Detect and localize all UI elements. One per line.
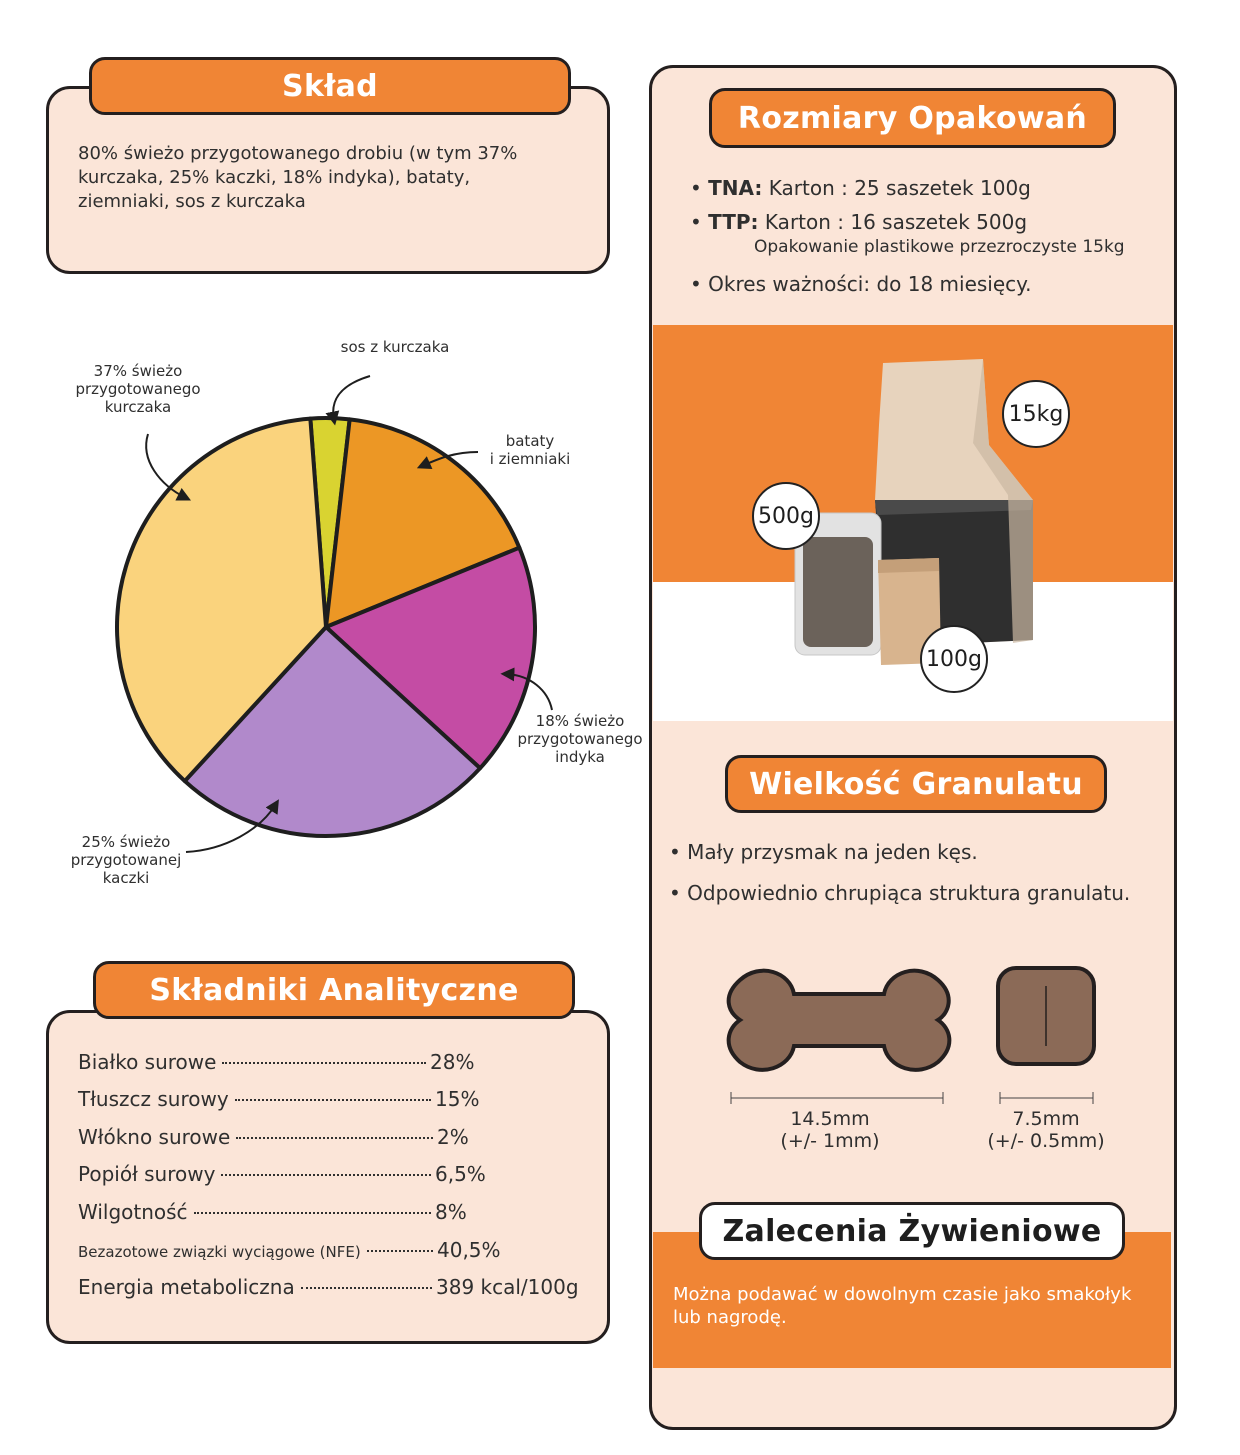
analytic-label: Włókno surowe [78, 1125, 231, 1149]
analytic-label: Tłuszcz surowy [78, 1087, 229, 1111]
bone-dimension: 14.5mm (+/- 1mm) [780, 1108, 880, 1152]
analityczne-title: Składniki Analityczne [93, 961, 575, 1019]
analytic-value: 2% [437, 1125, 469, 1149]
analytic-value: 6,5% [435, 1162, 486, 1186]
dot-leader [301, 1287, 432, 1289]
granulat-bullet-1: • Mały przysmak na jeden kęs. [669, 840, 978, 864]
analytic-value: 389 kcal/100g [436, 1275, 579, 1299]
dot-leader [222, 1062, 426, 1064]
bone-icon [729, 971, 950, 1070]
product-band [653, 325, 1173, 721]
analytic-label: Bezazotowe związki wyciągowe (NFE) [78, 1243, 361, 1261]
ttp-line: • TTP: Karton : 16 saszetek 500g [690, 210, 1028, 234]
analytic-row [78, 1162, 598, 1186]
ttp-extra: Opakowanie plastikowe przezroczyste 15kg [754, 237, 1125, 257]
analytic-row [78, 1050, 598, 1074]
dot-leader [194, 1212, 431, 1214]
dot-leader [236, 1137, 433, 1139]
dot-leader [235, 1099, 431, 1101]
analytic-value: 40,5% [437, 1238, 501, 1262]
badge-500g: 500g [752, 482, 820, 550]
label-indyk: 18% świeżo przygotowanego indyka [517, 712, 643, 766]
okres-line: • Okres ważności: do 18 miesięcy. [690, 272, 1032, 296]
zalecenia-text: Można podawać w dowolnym czasie jako smakołyk lub nagrodę. [673, 1284, 1132, 1328]
sklad-title: Skład [89, 57, 571, 115]
analytic-value: 8% [435, 1200, 467, 1224]
granulat-bullet-2: • Odpowiednio chrupiąca struktura granulatu. [669, 881, 1131, 905]
zalecenia-title: Zalecenia Żywieniowe [699, 1202, 1125, 1260]
analytic-label: Energia metaboliczna [78, 1275, 295, 1299]
analytic-row [78, 1200, 598, 1224]
label-kaczka: 25% świeżo przygotowanej kaczki [70, 833, 182, 887]
analytic-label: Białko surowe [78, 1050, 217, 1074]
analytic-row [78, 1238, 598, 1262]
tna-line: • TNA: Karton : 25 saszetek 100g [690, 176, 1031, 200]
analytic-label: Popiół surowy [78, 1162, 216, 1186]
dot-leader [367, 1250, 433, 1252]
label-sos: sos z kurczaka [340, 338, 450, 356]
square-dimension: 7.5mm (+/- 0.5mm) [987, 1108, 1105, 1152]
arrow-sos [333, 376, 370, 420]
granulat-title: Wielkość Granulatu [725, 755, 1107, 813]
rozmiary-title: Rozmiary Opakowań [709, 88, 1116, 148]
sklad-text: 80% świeżo przygotowanego drobiu (w tym 37% kurczaka, 25% kaczki, 18% indyka), bataty, ziemniaki, sos z kurczaka [78, 143, 518, 212]
analytic-row [78, 1087, 598, 1111]
kibble-shapes [653, 960, 1173, 1110]
analytic-row [78, 1125, 598, 1149]
product-image [653, 325, 1173, 721]
label-bataty: bataty i ziemniaki [489, 432, 571, 468]
badge-15kg: 15kg [1002, 380, 1070, 448]
badge-100g: 100g [920, 625, 988, 693]
analytic-value: 15% [435, 1087, 480, 1111]
analytic-label: Wilgotność [78, 1200, 188, 1224]
dot-leader [221, 1174, 431, 1176]
analytic-row [78, 1275, 598, 1299]
label-kurczak: 37% świeżo przygotowanego kurczaka [75, 362, 201, 416]
analytic-value: 28% [430, 1050, 475, 1074]
